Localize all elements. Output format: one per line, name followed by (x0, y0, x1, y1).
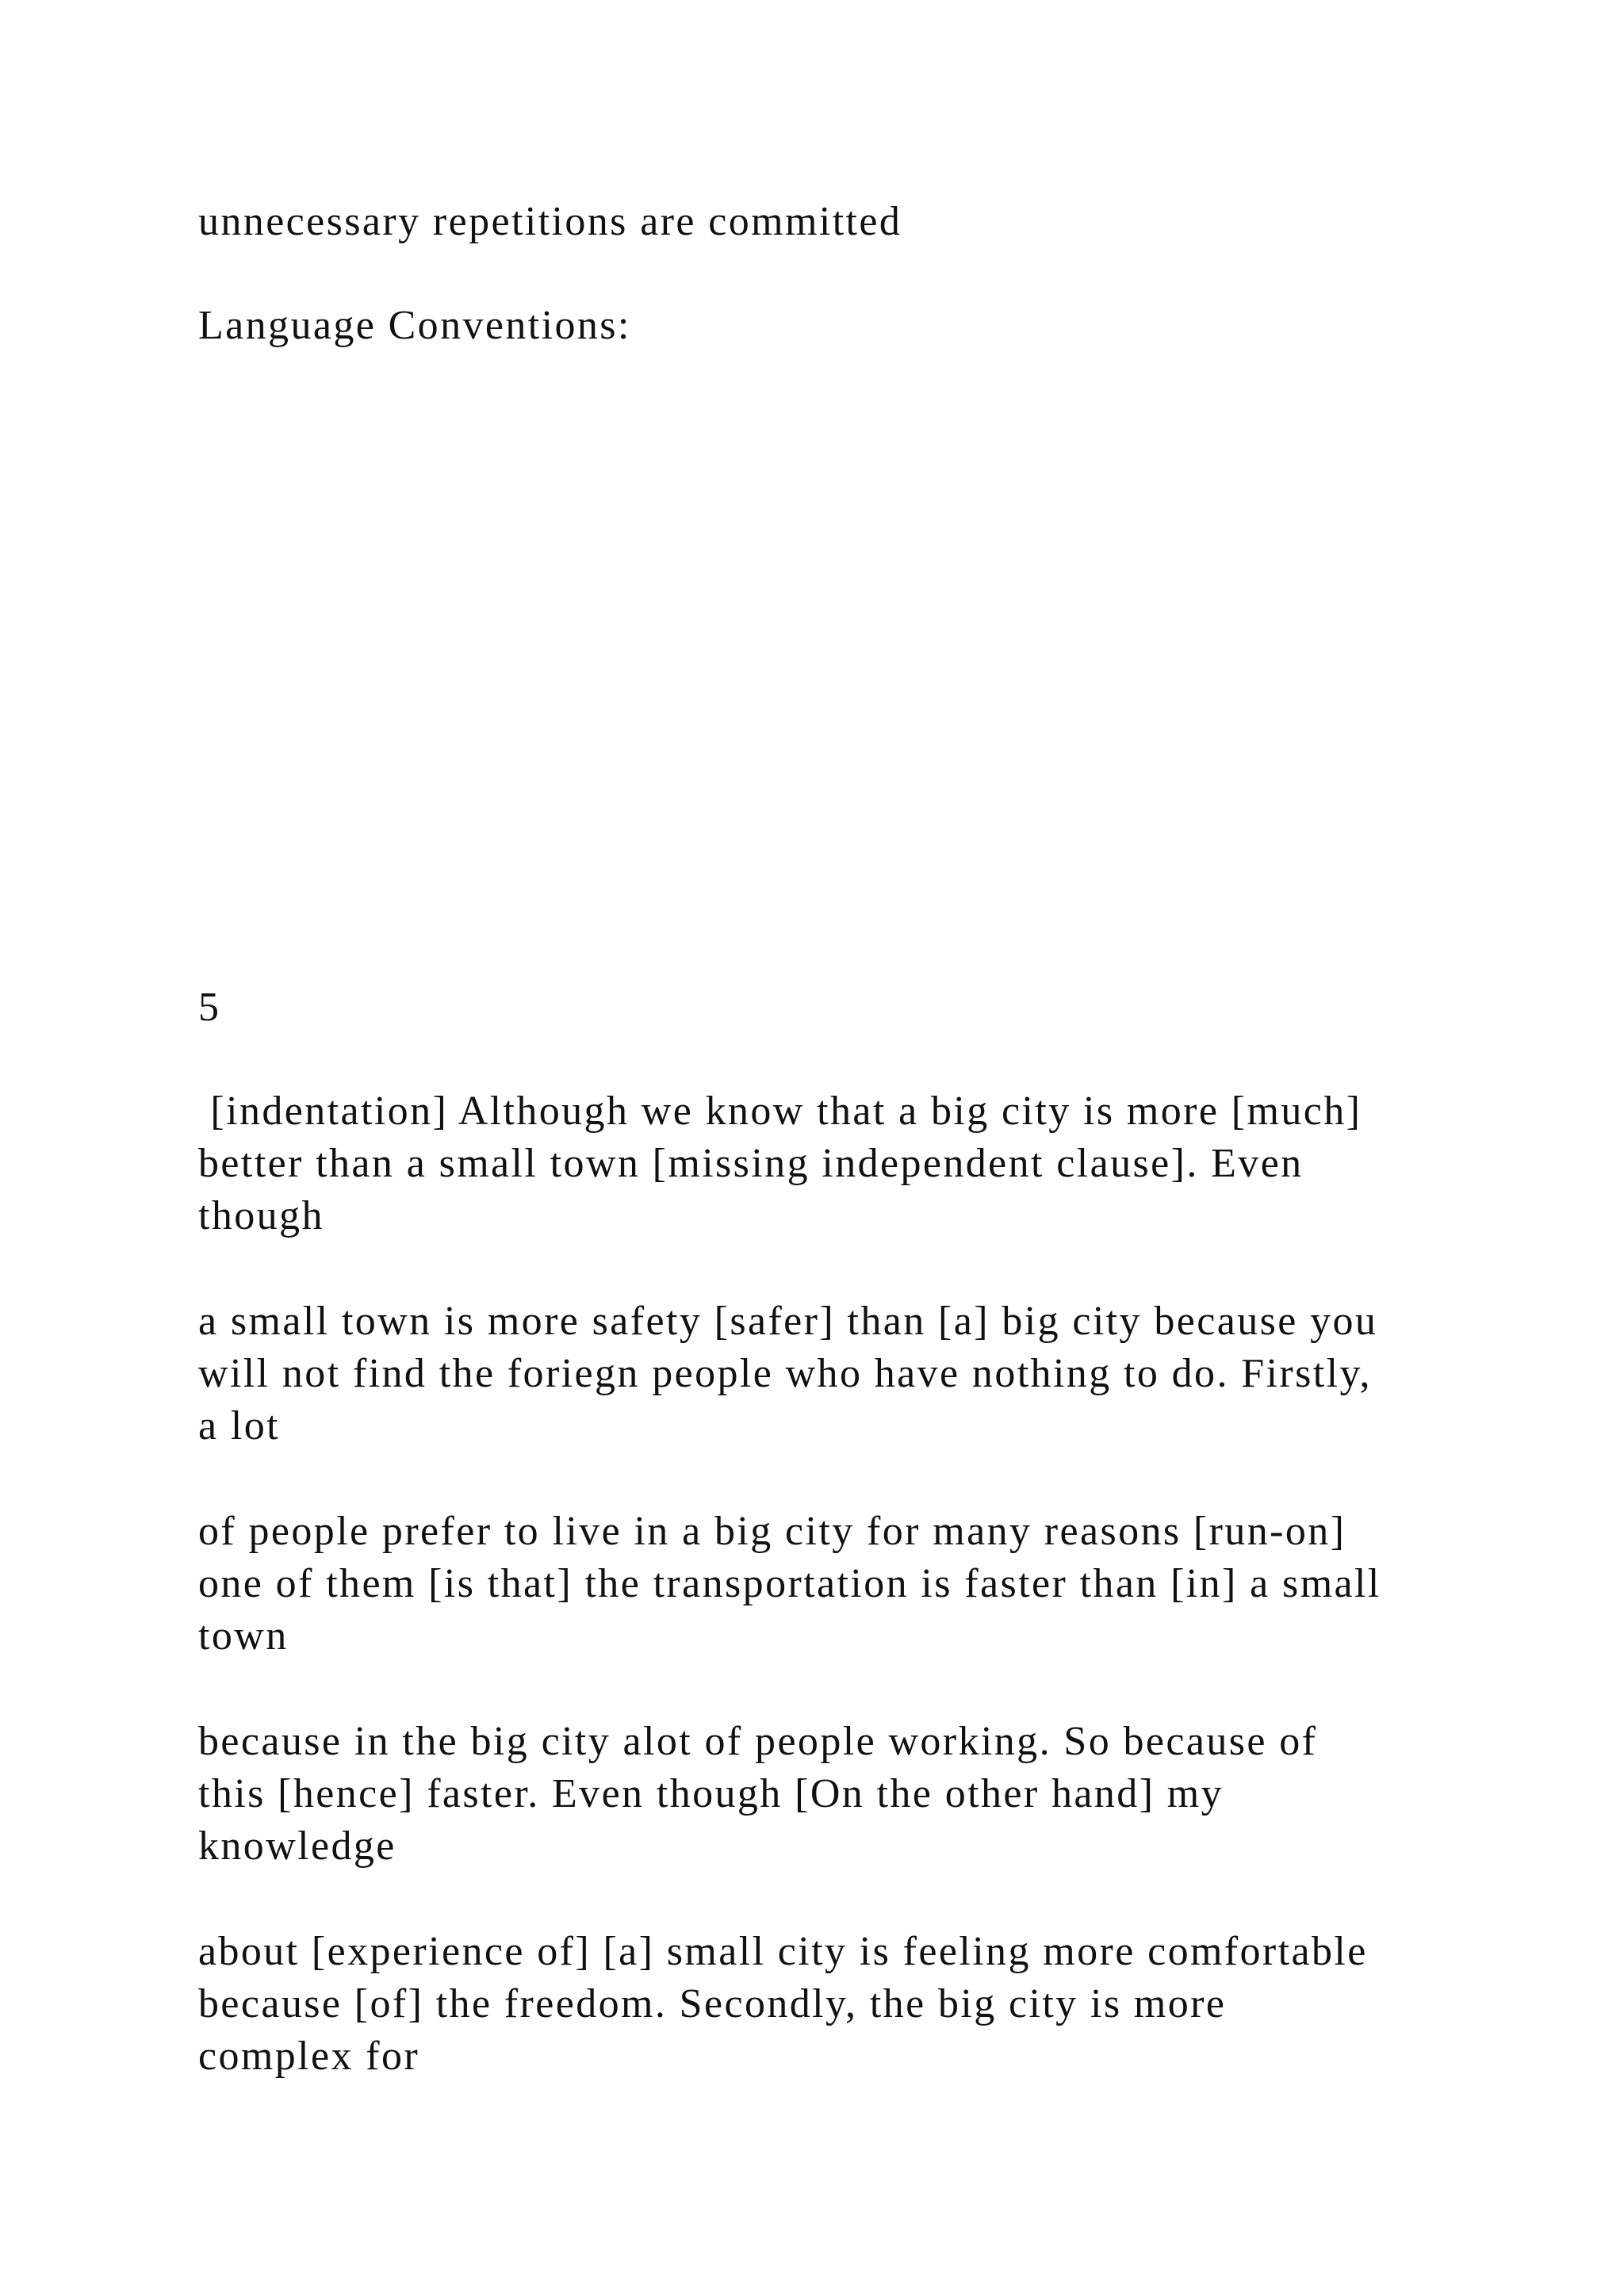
paragraph-line: a small town is more safety [safer] than [a] big city because you (198, 1299, 1378, 1344)
top-line: unnecessary repetitions are committed (198, 199, 902, 244)
paragraph-line: [indentation] Although we know that a big city is more [much] (198, 1089, 1362, 1134)
page-number: 5 (198, 985, 221, 1030)
section-heading: Language Conventions: (198, 303, 631, 348)
paragraph-line: knowledge (198, 1823, 396, 1869)
paragraph-line: complex for (198, 2034, 420, 2079)
paragraph-line: because [of] the freedom. Secondly, the big city is more (198, 1981, 1227, 2026)
paragraph-line: because in the big city alot of people working. So because of (198, 1719, 1318, 1764)
paragraph-line: though (198, 1193, 324, 1238)
paragraph-line: town (198, 1613, 289, 1659)
paragraph-line: better than a small town [missing independent clause]. Even (198, 1141, 1304, 1186)
paragraph-line: will not find the foriegn people who have nothing to do. Firstly, (198, 1351, 1372, 1396)
paragraph-line: of people prefer to live in a big city for many reasons [run-on] (198, 1509, 1346, 1554)
paragraph-line: about [experience of] [a] small city is feeling more comfortable (198, 1929, 1368, 1974)
paragraph-line: this [hence] faster. Even though [On the other hand] my (198, 1771, 1224, 1816)
paragraph-line: a lot (198, 1403, 280, 1448)
paragraph-line: one of them [is that] the transportation is faster than [in] a small (198, 1561, 1381, 1606)
